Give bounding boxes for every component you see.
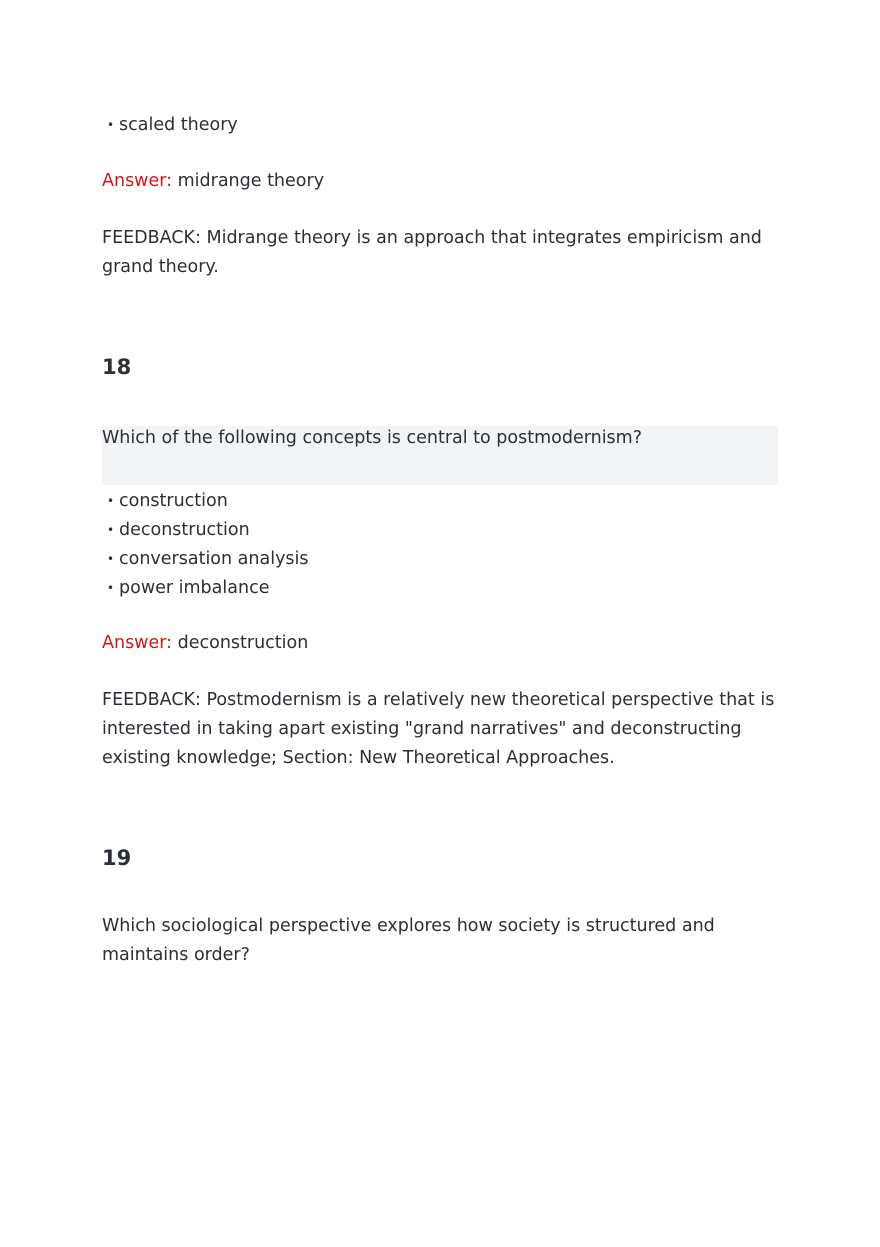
answer-label: Answer: bbox=[102, 171, 173, 191]
bullet-icon: • bbox=[107, 552, 115, 566]
bullet-icon: • bbox=[107, 118, 115, 132]
question-text: Which of the following concepts is central to postmodernism? bbox=[102, 428, 643, 448]
q18-options bbox=[102, 487, 778, 603]
list-item bbox=[102, 111, 778, 140]
bullet-icon: • bbox=[107, 523, 115, 537]
option-text: conversation analysis bbox=[119, 549, 309, 569]
option-text: power imbalance bbox=[119, 578, 270, 598]
q18-header bbox=[102, 353, 778, 381]
q18-question-box bbox=[102, 426, 778, 485]
list-item bbox=[102, 487, 778, 516]
q17-feedback bbox=[102, 224, 778, 282]
option-text: construction bbox=[119, 491, 228, 511]
option-list bbox=[102, 487, 778, 603]
q17-options bbox=[102, 111, 778, 140]
bullet-icon: • bbox=[107, 581, 115, 595]
q18-answer bbox=[102, 629, 778, 658]
question-number: 19 bbox=[102, 846, 132, 870]
question-number: 18 bbox=[102, 355, 132, 379]
feedback-text: FEEDBACK: Midrange theory is an approach that integrates empiricism and grand theory. bbox=[102, 228, 762, 277]
list-item bbox=[102, 545, 778, 574]
q19-header bbox=[102, 844, 778, 872]
option-text: scaled theory bbox=[119, 115, 238, 135]
bullet-icon: • bbox=[107, 494, 115, 508]
q17-answer bbox=[102, 167, 778, 196]
answer-label: Answer: bbox=[102, 633, 173, 653]
option-text: deconstruction bbox=[119, 520, 250, 540]
question-text: Which sociological perspective explores how society is structured and maintains order? bbox=[102, 916, 715, 965]
q19-question bbox=[102, 912, 778, 970]
list-item bbox=[102, 516, 778, 545]
option-list bbox=[102, 111, 778, 140]
answer-value: midrange theory bbox=[172, 171, 325, 191]
answer-value: deconstruction bbox=[172, 633, 309, 653]
list-item bbox=[102, 574, 778, 603]
feedback-text: FEEDBACK: Postmodernism is a relatively new theoretical perspective that is interested in taking apart existing "grand narratives" and deconstructing existing knowledge; Section: New Theoretical Approaches. bbox=[102, 690, 775, 768]
q18-feedback bbox=[102, 686, 778, 773]
